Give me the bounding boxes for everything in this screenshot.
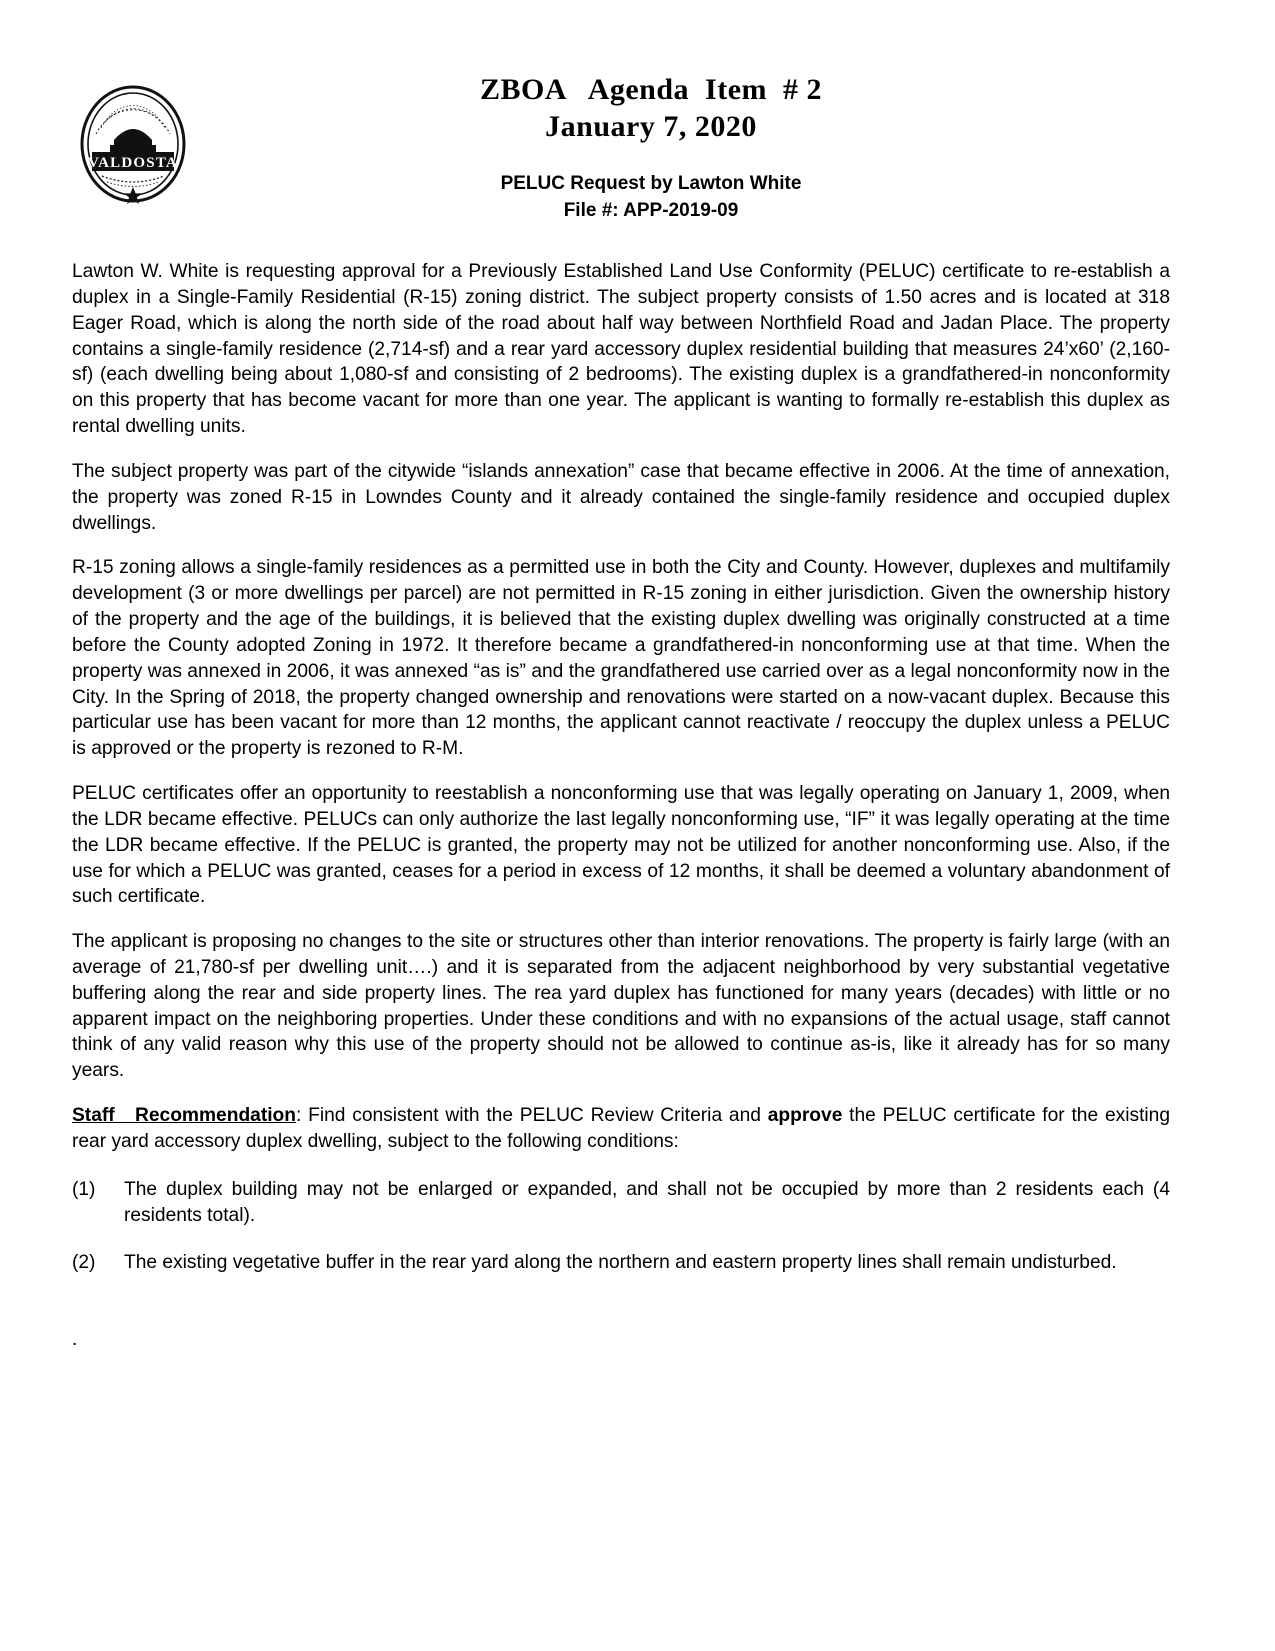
staff-recommendation-paragraph	[72, 1103, 1170, 1155]
agenda-date: January 7, 2020	[545, 109, 757, 143]
file-number-line: File #: APP-2019-09	[563, 200, 739, 222]
request-subtitle-line1: PELUC Request by Lawton White	[500, 173, 802, 195]
document-body	[72, 259, 1170, 1155]
document-header	[72, 72, 1170, 225]
staff-recommendation-approve-word: approve	[767, 1105, 843, 1127]
paragraph-4: PELUC certificates offer an opportunity to reestablish a nonconforming use that was legally operating on January 1, 2009, when the LDR became effective. PELUCs can only authorize the last legally nonconforming use, “IF” it was legally operating at the time the LDR became effective. If the PELUC is granted, the property may not be utilized for another nonconforming use. Also, if the use for which a PELUC was granted, ceases for a period in excess of 12 months, it shall be deemed a voluntary abandonment of such certificate.	[72, 783, 1170, 908]
paragraph-3: R-15 zoning allows a single-family residences as a permitted use in both the City and County. However, duplexes and multifamily development (3 or more dwellings per parcel) are not permitted in R-15 zoning in either jurisdiction. Given the ownership history of the property and the age of the buildings, it is believed that the existing duplex dwelling was originally constructed at a time before the County adopted Zoning in 1972. It therefore became a grandfathered-in nonconforming use at that time. When the property was annexed in 2006, it was annexed “as is” and the grandfathered use carried over as a legal nonconformity now in the City. In the Spring of 2018, the property changed ownership and renovations were started on a now-vacant duplex. Because this particular use has been vacant for more than 12 months, the applicant cannot reactivate / reoccupy the duplex unless a PELUC is approved or the property is rezoned to R-M.	[72, 557, 1170, 760]
agenda-item-title: ZBOA Agenda Item # 2	[479, 73, 823, 106]
condition-marker: (2)	[72, 1252, 96, 1274]
condition-item	[72, 1177, 1170, 1229]
staff-recommendation-text-before: Find consistent with the PELUC Review Criteria and	[301, 1105, 768, 1127]
staff-recommendation-label: Staff Recommendation	[72, 1105, 296, 1127]
condition-text: The duplex building may not be enlarged or expanded, and shall not be occupied by more than 2 residents each (4 residents total).	[124, 1178, 1170, 1226]
staff-recommendation-colon: :	[296, 1105, 302, 1127]
header-titles	[72, 72, 1170, 225]
svg-text:VALDOSTA: VALDOSTA	[88, 155, 178, 171]
conditions-list	[72, 1177, 1170, 1276]
condition-item	[72, 1250, 1170, 1276]
staff-recommendation-text-after: the PELUC certificate for the existing rear yard accessory duplex dwelling, subject to the following conditions:	[72, 1105, 1171, 1152]
paragraph-2: The subject property was part of the citywide “islands annexation” case that became effective in 2006. At the time of annexation, the property was zoned R-15 in Lowndes County and it already contained the single-family residence and occupied duplex dwellings.	[72, 460, 1170, 534]
condition-marker: (1)	[72, 1178, 96, 1200]
paragraph-1: Lawton W. White is requesting approval for a Previously Established Land Use Conformity (PELUC) certificate to re-establish a duplex in a Single-Family Residential (R-15) zoning district. The subject property consists of 1.50 acres and is located at 318 Eager Road, which is along the north side of the road about half way between Northfield Road and Jadan Place. The property contains a single-family residence (2,714-sf) and a rear yard accessory duplex residential building that measures 24’x60’ (2,160-sf) (each dwelling being about 1,080-sf and consisting of 2 bedrooms). The existing duplex is a grandfathered-in nonconformity on this property that has become vacant for more than one year. The applicant is wanting to formally re-establish this duplex as rental dwelling units.	[72, 261, 1170, 438]
request-subtitle	[132, 171, 1170, 225]
condition-text: The existing vegetative buffer in the rear yard along the northern and eastern property lines shall remain undisturbed.	[124, 1252, 1117, 1274]
valdosta-city-seal-icon	[74, 82, 192, 207]
paragraph-5: The applicant is proposing no changes to the site or structures other than interior renovations. The property is fairly large (with an average of 21,780-sf per dwelling unit….) and it is separated from the adjacent neighborhood by very substantial vegetative buffering along the rear and side property lines. The rea yard duplex has functioned for many years (decades) with little or no apparent impact on the neighboring properties. Under these conditions and with no expansions of the actual usage, staff cannot think of any valid reason why this use of the property should not be allowed to continue as-is, like it already has for so many years.	[72, 931, 1170, 1082]
trailing-period: .	[72, 1329, 78, 1351]
